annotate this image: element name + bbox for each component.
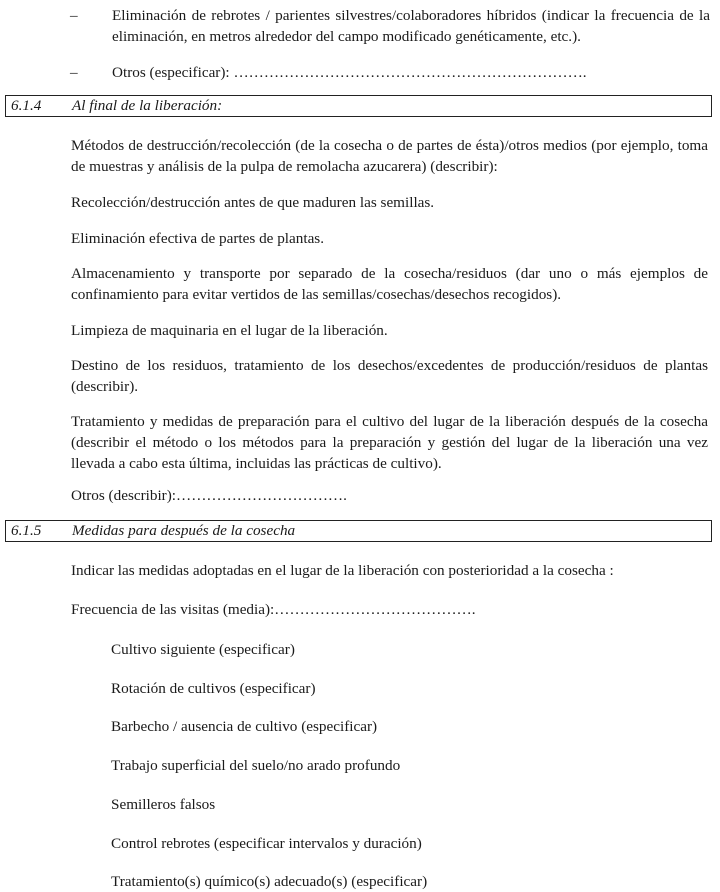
list-item: Tratamiento(s) químico(s) adecuado(s) (especificar) [111,873,428,890]
list-dash: – [70,7,78,24]
paragraph: Limpieza de maquinaria en el lugar de la liberación. [71,322,388,339]
paragraph: Métodos de destrucción/recolección (de la cosecha o de partes de ésta)/otros medios (por ejemplo, toma de muestras y análisis de la pulpa de remolacha azucarera) (describir): [71,137,708,175]
section-number: 6.1.5 [11,522,42,539]
paragraph: Indicar las medidas adoptadas en el lugar de la liberación con posterioridad a la cosecha : [71,562,614,579]
section-number: 6.1.4 [11,97,42,114]
list-item: Rotación de cultivos (especificar) [111,680,316,697]
paragraph: Tratamiento y medidas de preparación para el cultivo del lugar de la liberación después de la cosecha (describir el método o los métodos para la preparación y gestión del lugar de la liberación una vez llevada a cabo esta última, incluidas las prácticas de cultivo). [71,413,708,472]
paragraph: Almacenamiento y transporte por separado de la cosecha/residuos (dar uno o más ejemplos de confinamiento para evitar vertidos de las semillas/cosechas/desechos recogidos). [71,265,708,303]
paragraph: Otros (describir):……………………………. [71,487,347,504]
list-item [70,62,710,83]
list-item: Semilleros falsos [111,796,216,813]
paragraph: Eliminación efectiva de partes de plantas. [71,230,325,247]
list-item [70,5,710,47]
section-header-6-1-4 [5,95,712,117]
paragraph: Destino de los residuos, tratamiento de los desechos/excedentes de producción/residuos de plantas (describir). [71,357,708,395]
list-item-text: Otros (especificar): ……………………………………………………………. [112,64,587,81]
section-title: Medidas para después de la cosecha [72,522,296,539]
section-header-6-1-5 [5,520,712,542]
list-item: Control rebrotes (especificar intervalos y duración) [111,835,422,852]
paragraph: Recolección/destrucción antes de que maduren las semillas. [71,194,435,211]
list-item: Barbecho / ausencia de cultivo (especificar) [111,718,378,735]
list-dash: – [70,64,78,81]
list-item: Trabajo superficial del suelo/no arado profundo [111,757,401,774]
list-item: Cultivo siguiente (especificar) [111,641,295,658]
paragraph: Frecuencia de las visitas (media):…………………………………. [71,601,476,618]
list-item-text: Eliminación de rebrotes / parientes silvestres/colaboradores híbridos (indicar la frecuencia de la eliminación, en metros alrededor del campo modificado genéticamente, etc.). [112,7,710,45]
section-title: Al final de la liberación: [72,97,223,114]
